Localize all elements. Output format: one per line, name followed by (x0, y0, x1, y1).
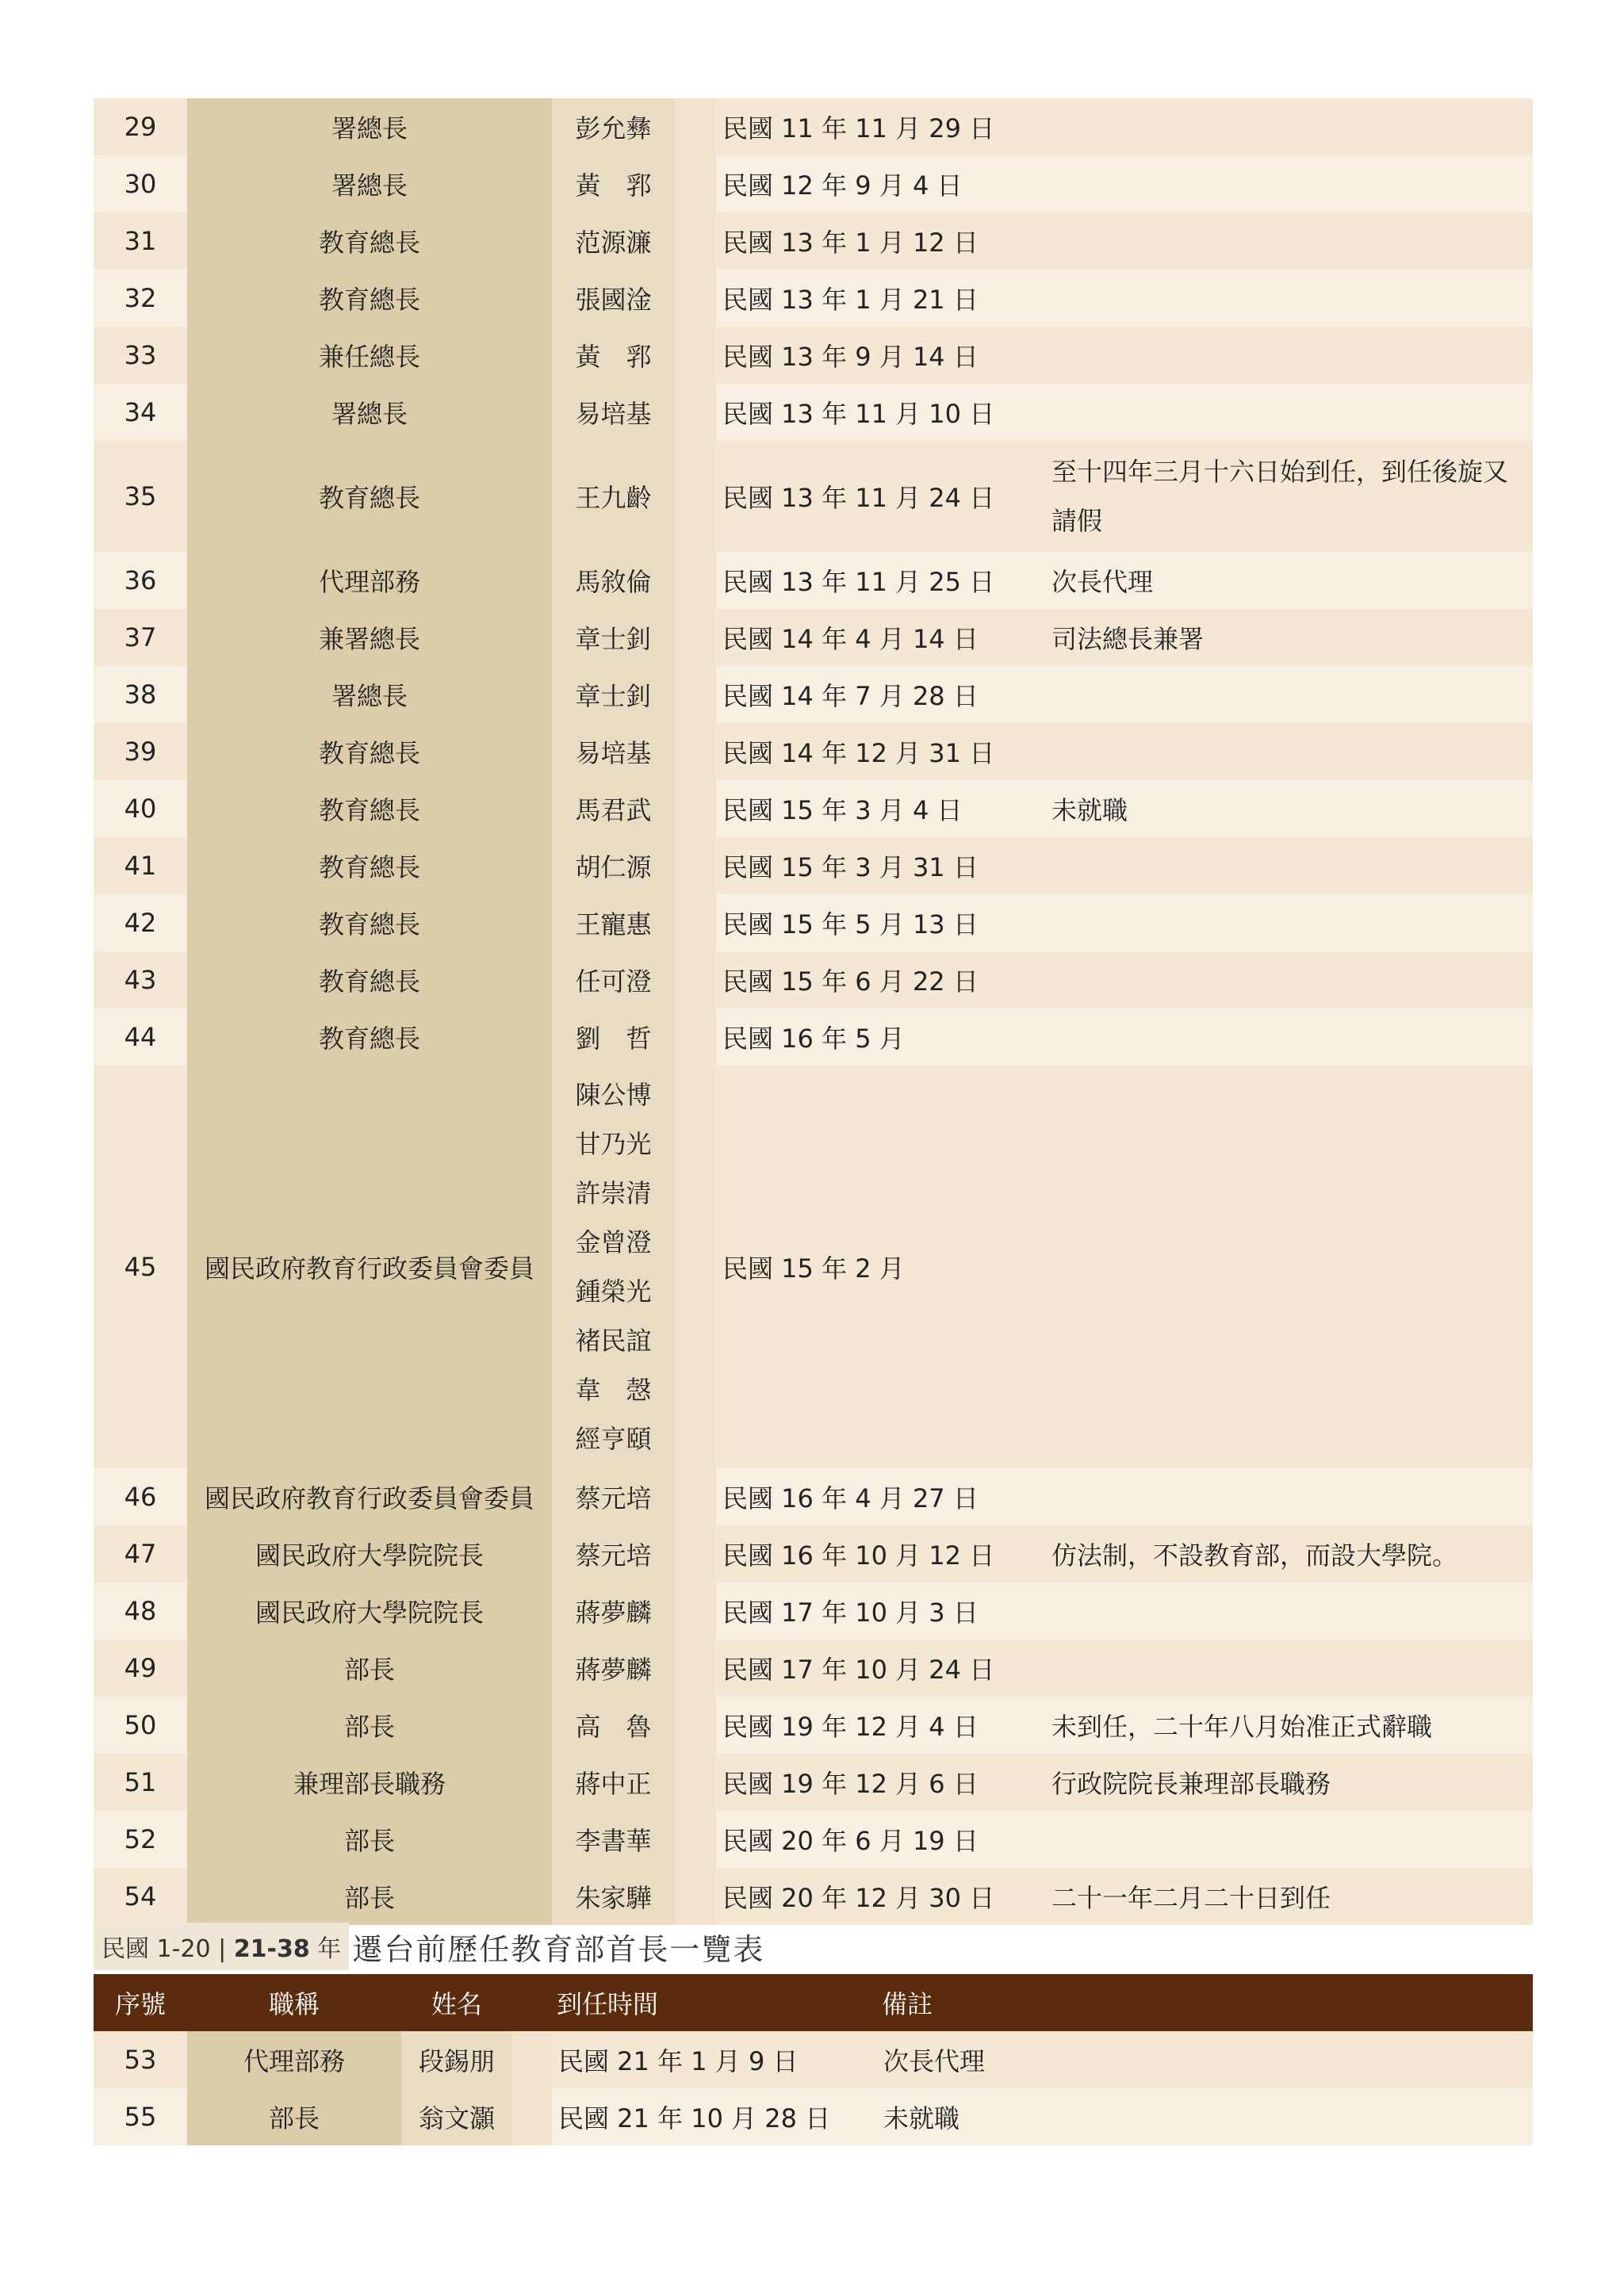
official-name: 任可澄 (575, 966, 652, 997)
row-title: 署總長 (187, 155, 552, 212)
table-title: 遷台前歷任教育部首長一覽表 (352, 1931, 765, 1967)
row-number: 29 (94, 98, 187, 155)
row-title: 兼任總長 (187, 327, 552, 384)
header-name: 姓名 (401, 1974, 512, 2031)
table-row (94, 1640, 1533, 1697)
row-spacer (675, 837, 716, 894)
official-name: 蔣夢麟 (575, 1655, 652, 1685)
row-date: 民國 14 年 12 月 31 日 (716, 723, 1045, 780)
row-spacer (675, 1582, 716, 1640)
table-row (94, 1754, 1533, 1811)
row-spacer (675, 1066, 716, 1468)
row-spacer (675, 780, 716, 837)
row-number: 33 (94, 327, 187, 384)
table-row (94, 2088, 1533, 2145)
row-note (1045, 384, 1533, 441)
row-date: 民國 13 年 11 月 25 日 (716, 552, 1045, 609)
table-row (94, 98, 1533, 155)
row-date: 民國 15 年 5 月 13 日 (716, 894, 1045, 951)
row-number: 55 (94, 2088, 187, 2145)
table-row (94, 552, 1533, 609)
row-names (552, 666, 675, 723)
row-note (1045, 270, 1533, 327)
row-date: 民國 19 年 12 月 4 日 (716, 1697, 1045, 1754)
official-name: 劉 哲 (575, 1024, 652, 1054)
table-row (94, 1525, 1533, 1582)
row-names (552, 837, 675, 894)
row-number: 43 (94, 951, 187, 1008)
row-names (552, 441, 675, 552)
table-row (94, 1697, 1533, 1754)
era-tab[interactable] (94, 1923, 349, 1970)
row-date: 民國 16 年 10 月 12 日 (716, 1525, 1045, 1582)
table-row (94, 2031, 1533, 2088)
row-title: 教育總長 (187, 951, 552, 1008)
row-names (552, 384, 675, 441)
row-spacer (675, 1008, 716, 1066)
official-name: 馬君武 (575, 795, 652, 825)
row-date: 民國 17 年 10 月 24 日 (716, 1640, 1045, 1697)
row-title: 教育總長 (187, 270, 552, 327)
row-names (552, 552, 675, 609)
table-row (94, 1811, 1533, 1868)
row-date: 民國 14 年 4 月 14 日 (716, 609, 1045, 666)
table-row (94, 155, 1533, 212)
row-number: 46 (94, 1468, 187, 1525)
official-name: 蔣中正 (575, 1769, 652, 1799)
row-note (1045, 894, 1533, 951)
row-note: 未到任，二十年八月始准正式辭職 (1045, 1697, 1533, 1754)
row-spacer (675, 327, 716, 384)
row-names: 翁文灝 (401, 2088, 512, 2145)
row-date: 民國 16 年 5 月 (716, 1008, 1045, 1066)
table-row (94, 384, 1533, 441)
row-spacer (675, 1525, 716, 1582)
row-names (552, 1582, 675, 1640)
row-title: 署總長 (187, 384, 552, 441)
row-date: 民國 14 年 7 月 28 日 (716, 666, 1045, 723)
table-row (94, 441, 1533, 552)
row-date: 民國 15 年 3 月 31 日 (716, 837, 1045, 894)
row-date: 民國 15 年 3 月 4 日 (716, 780, 1045, 837)
table-row (94, 837, 1533, 894)
row-number: 49 (94, 1640, 187, 1697)
row-spacer (675, 666, 716, 723)
table-header-row (94, 1974, 1533, 2031)
row-number: 50 (94, 1697, 187, 1754)
table-row (94, 780, 1533, 837)
official-name: 蔡元培 (575, 1483, 652, 1513)
table-row (94, 1582, 1533, 1640)
row-spacer (675, 609, 716, 666)
row-title: 代理部務 (187, 2031, 401, 2088)
row-spacer (675, 1468, 716, 1525)
row-date: 民國 20 年 12 月 30 日 (716, 1868, 1045, 1925)
header-date: 到任時間 (552, 1974, 877, 2031)
official-name: 朱家驊 (575, 1883, 652, 1913)
row-number: 52 (94, 1811, 187, 1868)
officials-table-1932 (94, 1974, 1533, 2145)
row-title: 國民政府大學院院長 (187, 1525, 552, 1582)
row-number: 51 (94, 1754, 187, 1811)
row-note (1045, 98, 1533, 155)
row-date: 民國 21 年 1 月 9 日 (552, 2031, 877, 2088)
row-names (552, 951, 675, 1008)
row-number: 39 (94, 723, 187, 780)
row-note (1045, 1582, 1533, 1640)
row-title: 兼理部長職務 (187, 1754, 552, 1811)
row-spacer (675, 1868, 716, 1925)
row-date: 民國 13 年 1 月 21 日 (716, 270, 1045, 327)
official-name: 金曾澄 (575, 1227, 652, 1257)
row-title: 國民政府大學院院長 (187, 1582, 552, 1640)
row-title: 部長 (187, 2088, 401, 2145)
table-row (94, 270, 1533, 327)
row-number: 41 (94, 837, 187, 894)
row-note: 二十一年二月二十日到任 (1045, 1868, 1533, 1925)
row-date: 民國 20 年 6 月 19 日 (716, 1811, 1045, 1868)
row-spacer (675, 1811, 716, 1868)
row-names (552, 270, 675, 327)
row-note (1045, 1066, 1533, 1468)
row-date: 民國 17 年 10 月 3 日 (716, 1582, 1045, 1640)
row-title: 教育總長 (187, 723, 552, 780)
row-note: 未就職 (877, 2088, 1533, 2145)
row-date: 民國 13 年 11 月 24 日 (716, 441, 1045, 552)
row-note: 仿法制，不設教育部，而設大學院。 (1045, 1525, 1533, 1582)
row-number: 44 (94, 1008, 187, 1066)
row-number: 38 (94, 666, 187, 723)
official-name: 章士釗 (575, 681, 652, 711)
row-number: 42 (94, 894, 187, 951)
row-note (1045, 1008, 1533, 1066)
row-title: 部長 (187, 1697, 552, 1754)
row-spacer (675, 723, 716, 780)
row-spacer (675, 552, 716, 609)
row-number: 32 (94, 270, 187, 327)
row-title: 教育總長 (187, 441, 552, 552)
table-row (94, 1066, 1533, 1468)
header-note: 備註 (877, 1974, 1533, 2031)
row-spacer (512, 2088, 552, 2145)
official-name: 馬敘倫 (575, 567, 652, 597)
row-names (552, 327, 675, 384)
official-name: 胡仁源 (575, 852, 652, 882)
official-name: 王九齡 (575, 483, 652, 513)
header-title: 職稱 (187, 1974, 401, 2031)
row-spacer (675, 1640, 716, 1697)
row-spacer (675, 1697, 716, 1754)
row-spacer (675, 212, 716, 270)
row-names (552, 780, 675, 837)
row-note (1045, 1468, 1533, 1525)
row-names: 段錫朋 (401, 2031, 512, 2088)
row-names (552, 1468, 675, 1525)
official-name: 易培基 (575, 399, 652, 429)
row-title: 國民政府教育行政委員會委員 (187, 1066, 552, 1468)
row-spacer (512, 2031, 552, 2088)
row-names (552, 212, 675, 270)
row-note (1045, 666, 1533, 723)
row-number: 53 (94, 2031, 187, 2088)
row-title: 部長 (187, 1868, 552, 1925)
official-name: 許崇清 (575, 1178, 652, 1208)
table-caption (94, 1927, 764, 1966)
row-note (1045, 1640, 1533, 1697)
row-spacer (675, 98, 716, 155)
table-row (94, 212, 1533, 270)
row-number: 40 (94, 780, 187, 837)
row-number: 54 (94, 1868, 187, 1925)
row-title: 署總長 (187, 666, 552, 723)
row-title: 教育總長 (187, 780, 552, 837)
row-title: 教育總長 (187, 837, 552, 894)
header-gap (512, 1974, 552, 2031)
official-name: 易培基 (575, 738, 652, 768)
official-name: 高 魯 (575, 1712, 652, 1742)
row-spacer (675, 894, 716, 951)
row-title: 代理部務 (187, 552, 552, 609)
row-date: 民國 15 年 6 月 22 日 (716, 951, 1045, 1008)
official-name: 褚民誼 (575, 1326, 652, 1356)
table-row (94, 327, 1533, 384)
official-name: 王寵惠 (575, 909, 652, 939)
official-name: 甘乃光 (575, 1129, 652, 1159)
row-note: 至十四年三月十六日始到任，到任後旋又請假 (1045, 441, 1533, 552)
row-number: 34 (94, 384, 187, 441)
row-note (1045, 155, 1533, 212)
row-note (1045, 327, 1533, 384)
official-name: 章士釗 (575, 624, 652, 654)
row-title: 國民政府教育行政委員會委員 (187, 1468, 552, 1525)
row-names (552, 1697, 675, 1754)
row-note: 次長代理 (877, 2031, 1533, 2088)
row-date: 民國 19 年 12 月 6 日 (716, 1754, 1045, 1811)
row-number: 48 (94, 1582, 187, 1640)
official-name: 鍾榮光 (575, 1276, 652, 1307)
row-note (1045, 723, 1533, 780)
row-date: 民國 13 年 11 月 10 日 (716, 384, 1045, 441)
row-title: 教育總長 (187, 1008, 552, 1066)
official-name: 陳公博 (575, 1080, 652, 1110)
row-names (552, 1066, 675, 1468)
official-name: 張國淦 (575, 285, 652, 315)
row-names (552, 1525, 675, 1582)
officials-table-2-body (94, 2031, 1533, 2145)
row-names (552, 155, 675, 212)
table-row (94, 609, 1533, 666)
era-tab-suffix: 年 (309, 1935, 342, 1963)
era-tab-range-1: 民國 1-20 | (102, 1935, 234, 1963)
table-row (94, 666, 1533, 723)
row-title: 教育總長 (187, 894, 552, 951)
row-names (552, 98, 675, 155)
row-number: 37 (94, 609, 187, 666)
row-title: 部長 (187, 1811, 552, 1868)
row-names (552, 894, 675, 951)
table-row (94, 951, 1533, 1008)
row-names (552, 1640, 675, 1697)
row-spacer (675, 441, 716, 552)
officials-table-1929-1931 (94, 98, 1533, 1925)
table-row (94, 1868, 1533, 1925)
row-note (1045, 951, 1533, 1008)
row-title: 兼署總長 (187, 609, 552, 666)
official-name: 李書華 (575, 1826, 652, 1856)
table-row (94, 723, 1533, 780)
row-names (552, 723, 675, 780)
row-names (552, 1811, 675, 1868)
row-number: 30 (94, 155, 187, 212)
row-date: 民國 11 年 11 月 29 日 (716, 98, 1045, 155)
row-note: 司法總長兼署 (1045, 609, 1533, 666)
row-number: 31 (94, 212, 187, 270)
official-name: 蔡元培 (575, 1540, 652, 1571)
row-names (552, 1868, 675, 1925)
row-title: 教育總長 (187, 212, 552, 270)
official-name: 韋 愨 (575, 1375, 652, 1405)
row-note (1045, 837, 1533, 894)
official-name: 黃 郛 (575, 342, 652, 372)
row-spacer (675, 1754, 716, 1811)
row-title: 署總長 (187, 98, 552, 155)
row-date: 民國 15 年 2 月 (716, 1066, 1045, 1468)
row-spacer (675, 384, 716, 441)
row-note (1045, 212, 1533, 270)
row-number: 47 (94, 1525, 187, 1582)
row-names (552, 1754, 675, 1811)
row-date: 民國 21 年 10 月 28 日 (552, 2088, 877, 2145)
row-note: 行政院院長兼理部長職務 (1045, 1754, 1533, 1811)
table-row (94, 1468, 1533, 1525)
row-names (552, 1008, 675, 1066)
row-date: 民國 13 年 9 月 14 日 (716, 327, 1045, 384)
row-date: 民國 13 年 1 月 12 日 (716, 212, 1045, 270)
row-note: 未就職 (1045, 780, 1533, 837)
row-title: 部長 (187, 1640, 552, 1697)
row-note: 次長代理 (1045, 552, 1533, 609)
era-tab-range-2: 21-38 (233, 1935, 310, 1963)
row-date: 民國 16 年 4 月 27 日 (716, 1468, 1045, 1525)
table-row (94, 1008, 1533, 1066)
row-spacer (675, 155, 716, 212)
official-name: 黃 郛 (575, 170, 652, 201)
row-spacer (675, 951, 716, 1008)
row-number: 36 (94, 552, 187, 609)
row-number: 45 (94, 1066, 187, 1468)
row-number: 35 (94, 441, 187, 552)
official-name: 范源濂 (575, 228, 652, 258)
header-no: 序號 (94, 1974, 187, 2031)
row-date: 民國 12 年 9 月 4 日 (716, 155, 1045, 212)
row-spacer (675, 270, 716, 327)
official-name: 彭允彝 (575, 113, 652, 144)
official-name: 蔣夢麟 (575, 1598, 652, 1628)
row-names (552, 609, 675, 666)
official-name: 經亨頤 (575, 1424, 652, 1454)
row-note (1045, 1811, 1533, 1868)
table-row (94, 894, 1533, 951)
officials-table-body (94, 98, 1533, 1925)
